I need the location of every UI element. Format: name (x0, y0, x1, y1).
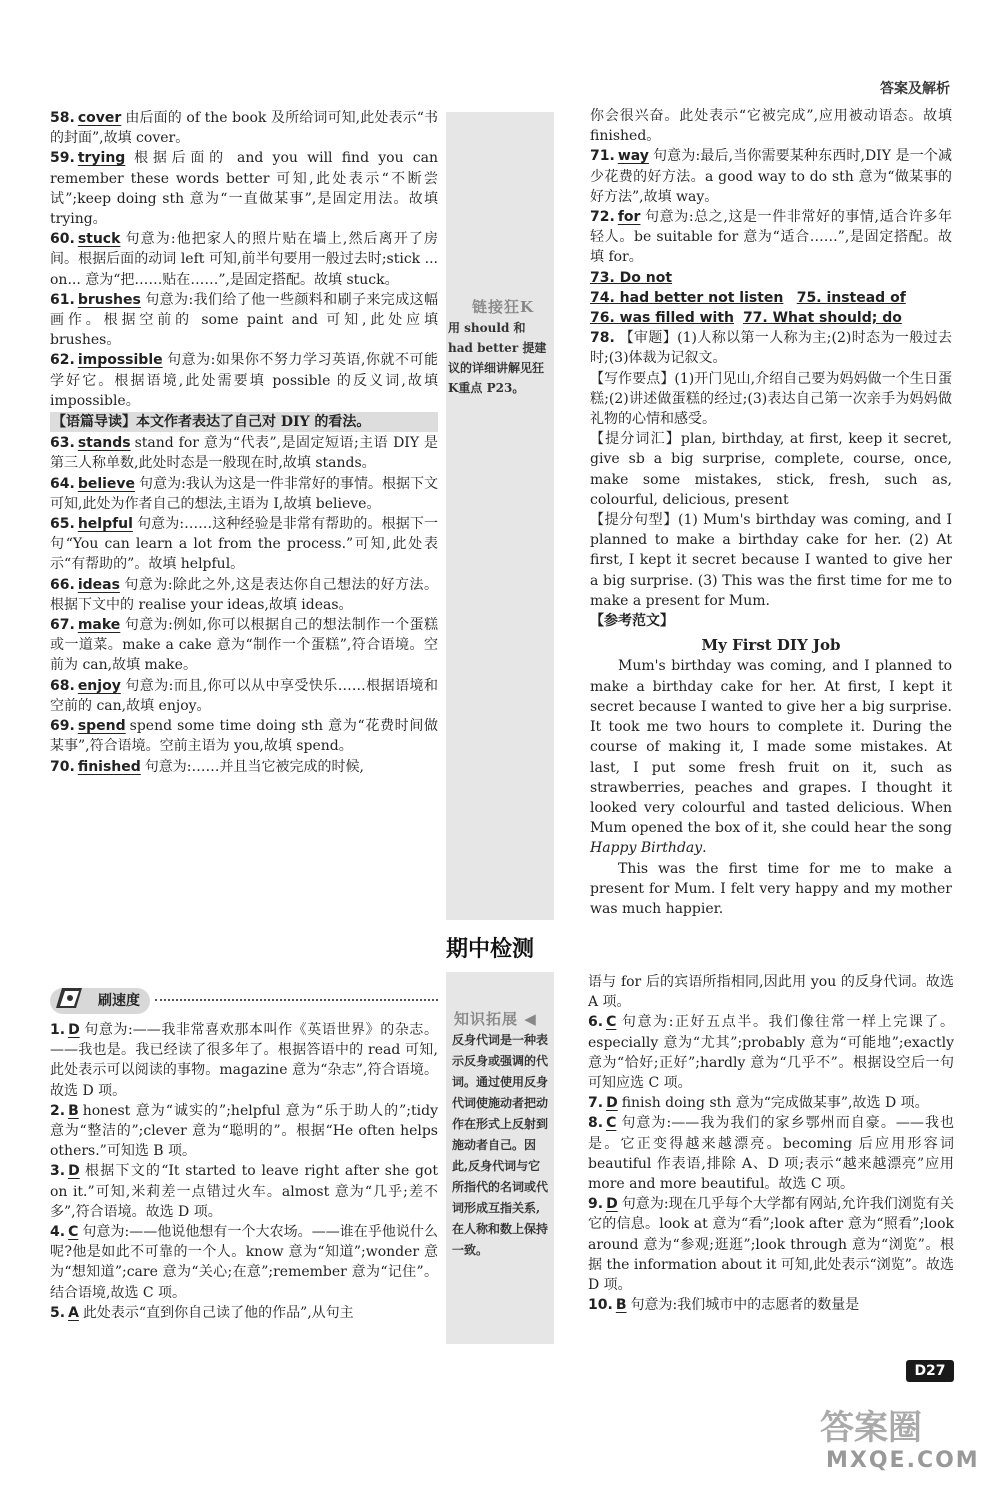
explanation: 句意为:例如,你可以根据自己的想法制作一个蛋糕或一道菜。make a cake 意为“制作一个蛋糕”,符合语境。空前为 can,故填 make。 (50, 617, 438, 674)
answer-item (50, 1222, 438, 1303)
sidebar-knowledge (446, 972, 554, 1344)
arrow-icon: ◀ (524, 1010, 537, 1028)
answer-item (588, 1113, 954, 1194)
answer-key: impossible (77, 352, 163, 369)
item-number: 2. (50, 1102, 66, 1119)
answer-item (590, 207, 952, 268)
answer-key: stuck (77, 231, 121, 248)
explanation: 句意为:我们城市中的志愿者的数量是 (630, 1297, 860, 1314)
answer-item (590, 146, 952, 207)
essay-text: . (702, 840, 707, 857)
answer-73: 73. Do not (590, 269, 673, 286)
explanation: 句意为:——他说他想有一个大农场。——谁在乎他说什么呢?他是如此不可靠的一个人。know 意为“知道”;wonder 意为“想知道”;care 意为“关心;在意”;remember 意为“记住”。结合语境,故选 C 项。 (50, 1224, 438, 1301)
answer-item (588, 1194, 954, 1295)
item-number: 10. (588, 1297, 613, 1314)
answer-key: ideas (77, 576, 120, 593)
sidebar-title: 知识拓展 ◀ (454, 1010, 537, 1028)
right-column-top (590, 106, 952, 919)
item-number: 9. (588, 1196, 604, 1213)
answer-key: enjoy (77, 677, 121, 694)
item-number: 6. (588, 1014, 604, 1031)
writing-points: 【写作要点】(1)开门见山,介绍自己要为妈妈做一个生日蛋糕;(2)讲述做蛋糕的经过;(3)表达自己第一次亲手为妈妈做礼物的心情和感受。 (590, 370, 952, 428)
answer-item (50, 1161, 438, 1222)
answer-item (50, 615, 438, 676)
book-icon (52, 984, 90, 1014)
explanation: 根据后面的 and you will find you can remember these words better 可知,此处表示“不断尝试”;keep doing sth 意为“一直做某事”,是固定用法。故填 trying。 (50, 150, 438, 228)
song-title: Happy Birthday (590, 840, 703, 857)
answer-key: stands (77, 435, 131, 452)
writing-task (590, 328, 952, 368)
answer-item (50, 290, 438, 351)
writing-vocabulary: 【提分词汇】plan, birthday, at first, keep it secret, give sb a big surprise, complete, course, once, make some mistakes, stick, fresh, such as, colourful, delicious, present (590, 431, 952, 508)
answer-key: believe (77, 475, 136, 492)
item-number: 58. (50, 110, 75, 126)
explanation: stand for 意为“代表”,是固定短语;主语 DIY 是第三人称单数,此处时态是一般现在时,故填 stands。 (50, 435, 438, 472)
item-number: 78. (590, 330, 615, 347)
answer-key: D (606, 1196, 618, 1213)
answer-key: D (68, 1022, 80, 1038)
answer-key: B (615, 1297, 627, 1314)
item-number: 59. (50, 150, 75, 167)
answer-item (590, 308, 952, 328)
item-number: 61. (50, 291, 75, 308)
answer-item (588, 1295, 954, 1315)
answer-item (50, 575, 438, 615)
explanation: spend some time doing sth 意为“花费时间做某事”,符合语境。空前主语为 you,故填 spend。 (50, 718, 438, 755)
essay-text: Mum's birthday was coming, and I planned to make a birthday cake for her. At first, I kept it secret because I wanted to give her a big surprise. It took me two hours to complete it. During the course of making it, I made some mistakes. At last, I put some fresh fruit on it, such as strawberries, peaches and grapes. I thought it looked very colourful and tasted delicious. When Mum opened the box of it, she could hear the song (590, 658, 952, 837)
explanation: 句意为:现在几乎每个大学都有网站,允许我们浏览有关它的信息。look at 意为“看”;look after 意为“照看”;look around 意为“参观;逛逛”;look through 意为“浏览”。根据 the information about it 可知,此处表示“浏览”。故选 D 项。 (588, 1196, 954, 1294)
sidebar-text: 用 should 和 had better 提建议的详细讲解见狂K重点 P23。 (448, 321, 547, 395)
explanation: 句意为:我们给了他一些颜料和刷子来完成这幅画作。根据空前的 some paint and 可知,此处应填 brushes。 (50, 291, 438, 349)
item-number: 68. (50, 677, 75, 694)
answer-item (50, 474, 438, 514)
explanation: 句意为:除此之外,这是表达你自己想法的好方法。根据下文中的 realise your ideas,故填 ideas。 (50, 576, 438, 613)
explanation: 句意为:……并且当它被完成的时候, (144, 758, 364, 775)
section-title: 期中检测 (446, 937, 535, 962)
answer-item (50, 1101, 438, 1162)
item-number: 1. (50, 1022, 66, 1038)
explanation: 句意为:——我非常喜欢那本叫作《英语世界》的杂志。——我也是。我已经读了很多年了。根据答语中的 read 可知,此处表示可以阅读的事物。magazine 意为“杂志”,符合语境。故选 D 项。 (50, 1022, 438, 1099)
answer-item (50, 229, 438, 290)
explanation: 句意为:——我为我们的家乡鄂州而自豪。——我也是。它正变得越来越漂亮。becoming 后应用形容词 beautiful 作表语,排除 A、D 项;表示“越来越漂亮”应用 more and more beautiful。故选 C 项。 (588, 1115, 954, 1193)
running-head: 答案及解析 (880, 81, 950, 97)
item-number: 67. (50, 617, 75, 634)
explanation: 句意为:正好五点半。我们像往常一样上完课了。especially 意为“尤其”;probably 意为“可能地”;exactly 意为“恰好;正好”;hardly 意为“几乎不”。根据设空后一句可知应选 C 项。 (588, 1014, 954, 1092)
item-number: 64. (50, 475, 75, 492)
page-number: D27 (906, 1360, 954, 1382)
answer-key: D (68, 1163, 80, 1180)
item-number: 70. (50, 758, 75, 775)
explanation: 此处表示“直到你自己读了他的作品”,从句主 (82, 1304, 354, 1321)
answer-item (50, 757, 438, 777)
answer-item (50, 1020, 438, 1101)
writing-sentences: 【提分句型】(1) Mum's birthday was coming, and I planned to make a birthday cake for her. (2) At first, I kept it secret because I wanted to give her a big surprise. (3) This was the first time for me to make a present for Mum. (590, 512, 952, 609)
right-column-bottom (588, 972, 954, 1315)
explanation: 句意为:……这种经验是非常有帮助的。根据下一句“You can learn a lot from the process.”可知,此处表示“有帮助的”。故填 helpful。 (50, 516, 438, 573)
item-number: 72. (590, 209, 615, 226)
continued-text: 你会很兴奋。此处表示“它被完成”,应用被动语态。故填 finished。 (590, 108, 952, 145)
watermark-logo: 答案圈 (820, 1408, 922, 1448)
answer-item (50, 148, 438, 229)
essay-paragraph: This was the first time for me to make a present for Mum. I felt very happy and my mother was much happier. (590, 860, 952, 917)
answer-key: helpful (77, 516, 133, 533)
answer-item (50, 108, 438, 148)
item-number: 62. (50, 352, 75, 369)
explanation: 句意为:我认为这是一件非常好的事情。根据下文可知,此处为作者自己的想法,主语为 I,故填 believe。 (50, 475, 438, 512)
passage-guide: 【语篇导读】本文作者表达了自己对 DIY 的看法。 (50, 412, 438, 432)
item-number: 4. (50, 1224, 66, 1241)
item-number: 7. (588, 1095, 604, 1112)
item-number: 3. (50, 1163, 66, 1180)
item-number: 8. (588, 1115, 604, 1132)
answer-item (588, 1012, 954, 1093)
explanation: 句意为:总之,这是一件非常好的事情,适合许多年轻人。be suitable for 意为“适合……”,是固定搭配。故填 for。 (590, 209, 952, 266)
dotted-divider (155, 999, 438, 1001)
essay-paragraph (590, 656, 952, 858)
answer-key: way (617, 148, 649, 165)
continued-text: 语与 for 后的宾语所指相同,因此用 you 的反身代词。故选 A 项。 (588, 974, 954, 1011)
answer-key: make (77, 617, 121, 634)
item-number: 71. (590, 148, 615, 165)
item-number: 5. (50, 1304, 66, 1321)
item-number: 65. (50, 516, 75, 533)
answer-77: 77. What should; do (742, 310, 902, 327)
answer-item (50, 350, 438, 411)
explanation: finish doing sth 意为“完成做某事”,故选 D 项。 (621, 1095, 929, 1112)
explanation: honest 意为“诚实的”;helpful 意为“乐于助人的”;tidy 意为“整洁的”;clever 意为“聪明的”。根据“He often helps others.”可知选 B 项。 (50, 1102, 438, 1160)
answer-key: brushes (77, 291, 141, 308)
explanation: 句意为:他把家人的照片贴在墙上,然后离开了房间。根据后面的动词 left 可知,前半句要用一般过去时;stick ... on... 意为“把……贴在……”,是固定搭配。故填 stuck。 (50, 231, 438, 288)
answer-76: 76. was filled with (590, 310, 735, 327)
answer-key: A (68, 1304, 79, 1321)
answer-key: cover (77, 110, 122, 126)
model-essay-label: 【参考范文】 (590, 613, 674, 630)
essay-title: My First DIY Job (701, 636, 841, 655)
explanation: 根据下文的“It started to leave right after she got on it.”可知,米莉差一点错过火车。almost 意为“几乎;差不多”,符合语境。故选 D 项。 (50, 1163, 438, 1220)
answer-item (50, 514, 438, 575)
answer-item (50, 433, 438, 473)
left-column-top (50, 108, 438, 777)
answer-key: C (606, 1115, 617, 1132)
answer-item (50, 716, 438, 756)
answer-key: finished (77, 758, 141, 775)
answer-key: trying (77, 150, 126, 167)
answer-key: C (606, 1014, 617, 1031)
explanation: 句意为:最后,当你需要某种东西时,DIY 是一个减少花费的好方法。a good way to do sth 意为“做某事的好方法”,故填 way。 (590, 148, 952, 205)
left-column-bottom (50, 1020, 438, 1323)
item-number: 66. (50, 576, 75, 593)
item-number: 63. (50, 435, 75, 452)
explanation: 句意为:而且,你可以从中享受快乐……根据语境和空前的 can,故填 enjoy。 (50, 677, 438, 714)
answer-74: 74. had better not listen (590, 289, 784, 306)
answer-75: 75. instead of (796, 289, 906, 306)
answer-item (590, 288, 952, 308)
answer-item (50, 1303, 438, 1323)
answer-item (588, 1093, 954, 1113)
badge-label: 刷速度 (98, 993, 140, 1009)
answer-item (50, 676, 438, 716)
sidebar-text: 反身代词是一种表示反身或强调的代词。通过使用反身代词使施动者把动作在形式上反射到施动者自己。因此,反身代词与它所指代的名词或代词形成互指关系,在人称和数上保持一致。 (452, 1033, 549, 1257)
explanation: 由后面的 of the book 及所给词可知,此处表示“书的封面”,故填 cover。 (50, 110, 438, 147)
explanation: 句意为:如果你不努力学习英语,你就不可能学好它。根据语境,此处需要填 possible 的反义词,故填 impossible。 (50, 352, 438, 409)
sidebar-title: 链接狂K (472, 298, 535, 316)
writing-review: 【审题】(1)人称以第一人称为主;(2)时态为一般过去时;(3)体裁为记叙文。 (590, 330, 952, 367)
sidebar-link-tip (446, 112, 554, 920)
item-number: 69. (50, 718, 75, 735)
answer-key: for (617, 209, 641, 226)
answer-key: spend (77, 718, 126, 735)
answer-key: B (68, 1102, 79, 1119)
answer-key: C (68, 1224, 79, 1241)
answer-item (590, 268, 952, 288)
answer-key: D (606, 1095, 618, 1112)
watermark-site: MXQE.COM (826, 1448, 980, 1473)
item-number: 60. (50, 231, 75, 248)
